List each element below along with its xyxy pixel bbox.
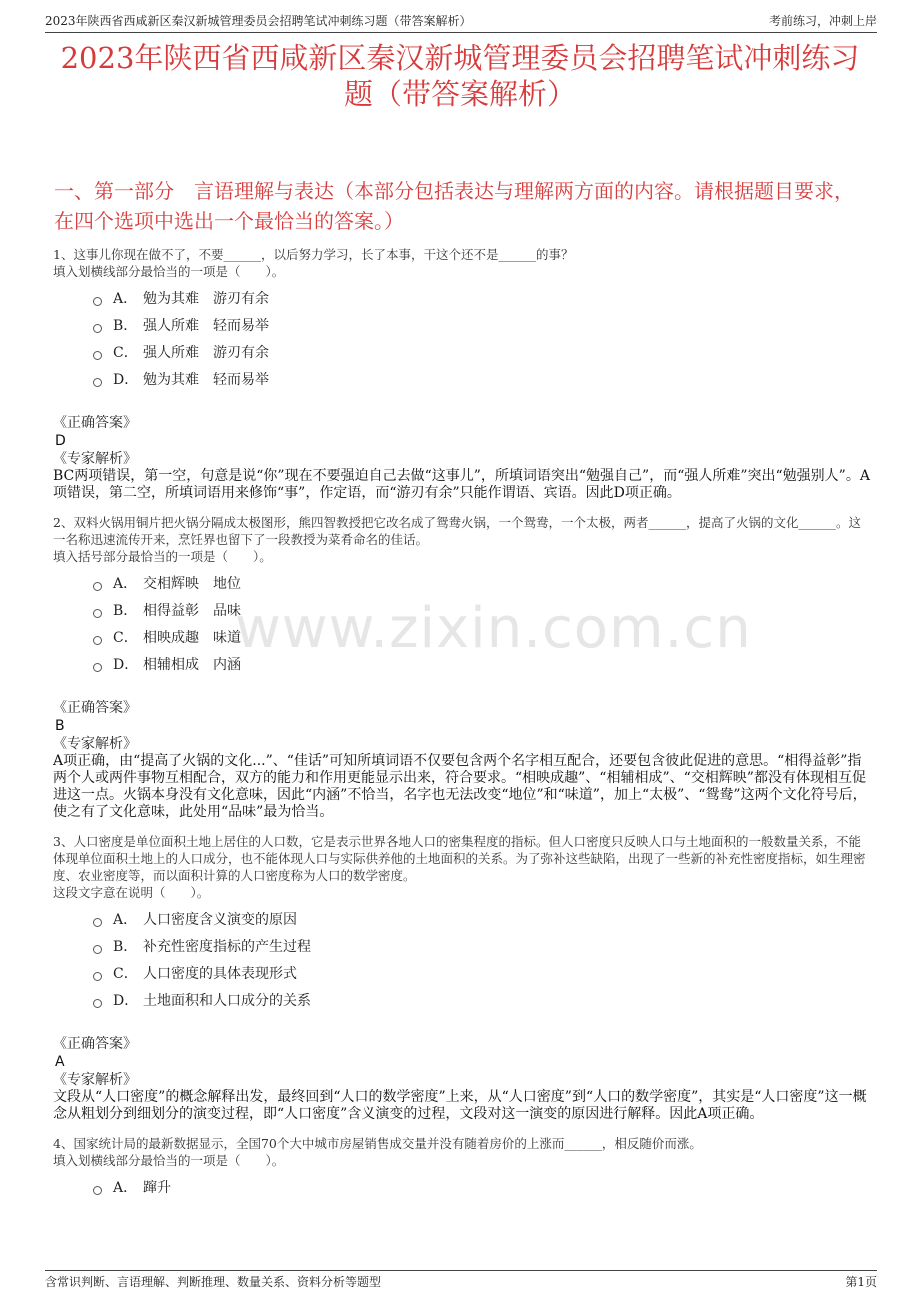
question-block <box>53 833 872 1123</box>
question-block <box>53 514 872 821</box>
section-heading: 一、第一部分 言语理解与表达（本部分包括表达与理解两方面的内容。请根据题目要求，在四个选项中选出一个最恰当的答案。） <box>54 179 854 233</box>
option-d[interactable] <box>53 990 872 1017</box>
option-text: 勉为其难 游刃有余 <box>143 291 269 307</box>
explanation-label: 《专家解析》 <box>53 736 137 752</box>
question-stem: 4、国家统计局的最新数据显示，全国70个大中城市房屋销售成交量并没有随着房价的上涨而______，相反随价而涨。 <box>53 1136 702 1151</box>
option-text: 相映成趣 味道 <box>143 630 241 646</box>
answer-value: B <box>55 718 65 734</box>
option-text: 强人所难 游刃有余 <box>143 345 269 361</box>
question-stem: 3、人口密度是单位面积土地上居住的人口数，它是表示世界各地人口的密集程度的指标。但人口密度只反映人口与土地面积的一般数量关系，不能体现单位面积土地上的人口成分，也不能体现人口与实际供养他的土地面积的关系。为了弥补这些缺陷，出现了一些新的补充性密度指标，如生理密度、农业密度等，而以面积计算的人口密度称为人口的数学密度。 <box>53 834 866 883</box>
answer-label: 《正确答案》 <box>53 700 137 716</box>
radio-icon[interactable] <box>93 636 102 645</box>
option-text: 土地面积和人口成分的关系 <box>143 993 311 1009</box>
footer-note: 含常识判断、言语理解、判断推理、数量关系、资料分析等题型 <box>45 1275 382 1289</box>
option-letter: B． <box>113 603 138 619</box>
option-a[interactable] <box>53 909 872 936</box>
document-title: 2023年陕西省西咸新区秦汉新城管理委员会招聘笔试冲刺练习题（带答案解析） <box>60 41 860 111</box>
option-letter: D． <box>113 657 139 673</box>
option-letter: A． <box>113 912 138 928</box>
explanation-label: 《专家解析》 <box>53 1072 137 1088</box>
option-text: 交相辉映 地位 <box>143 576 241 592</box>
option-text: 人口密度的具体表现形式 <box>143 966 297 982</box>
option-c[interactable] <box>53 627 872 654</box>
watermark: www.zixin.com.cn <box>235 596 752 661</box>
radio-icon[interactable] <box>93 972 102 981</box>
question-prompt: 填入括号部分最恰当的一项是（ ）。 <box>53 549 272 564</box>
header-slogan: 考前练习，冲刺上岸 <box>768 14 877 28</box>
question-block <box>53 246 872 502</box>
answer-value: D <box>55 433 66 449</box>
option-letter: D． <box>113 372 139 388</box>
radio-icon[interactable] <box>93 945 102 954</box>
option-letter: C． <box>113 966 138 982</box>
question-prompt: 填入划横线部分最恰当的一项是（ ）。 <box>53 264 285 279</box>
question-block <box>53 1135 872 1204</box>
question-stem: 1、这事儿你现在做不了，不要______，以后努力学习，长了本事，干这个还不是______的事？ <box>53 247 574 262</box>
option-text: 人口密度含义演变的原因 <box>143 912 297 928</box>
option-letter: D． <box>113 993 139 1009</box>
radio-icon[interactable] <box>93 609 102 618</box>
radio-icon[interactable] <box>93 999 102 1008</box>
option-a[interactable] <box>53 573 872 600</box>
option-letter: A． <box>113 291 138 307</box>
option-c[interactable] <box>53 963 872 990</box>
option-a[interactable] <box>53 1177 872 1204</box>
option-a[interactable] <box>53 288 872 315</box>
answer-label: 《正确答案》 <box>53 1036 137 1052</box>
explanation-text: 文段从“人口密度”的概念解释出发，最终回到“人口的数学密度”上来，从“人口密度”到“人口的数学密度”，其实是“人口密度”这一概念从粗划分到细划分的演变过程，即“人口密度”含义演变的过程，文段对这一演变的原因进行解释。因此A项正确。 <box>53 1089 867 1122</box>
radio-icon[interactable] <box>93 1186 102 1195</box>
option-text: 相得益彰 品味 <box>143 603 241 619</box>
radio-icon[interactable] <box>93 297 102 306</box>
option-text: 蹿升 <box>143 1180 171 1196</box>
option-d[interactable] <box>53 369 872 396</box>
radio-icon[interactable] <box>93 582 102 591</box>
explanation-text: BC两项错误，第一空，句意是说“你”现在不要强迫自己去做“这事儿”，所填词语突出“勉强自己”，而“强人所难”突出“勉强别人”。A项错误，第二空，所填词语用来修饰“事”，作定语，而“游刃有余”只能作谓语、宾语。因此D项正确。 <box>53 468 870 501</box>
header-doc-title: 2023年陕西省西咸新区秦汉新城管理委员会招聘笔试冲刺练习题（带答案解析） <box>45 14 472 28</box>
option-text: 补充性密度指标的产生过程 <box>143 939 311 955</box>
page-number: 第1页 <box>845 1275 877 1289</box>
option-c[interactable] <box>53 342 872 369</box>
option-text: 勉为其难 轻而易举 <box>143 372 269 388</box>
question-prompt: 这段文字意在说明（ ）。 <box>53 885 210 900</box>
option-text: 强人所难 轻而易举 <box>143 318 269 334</box>
radio-icon[interactable] <box>93 351 102 360</box>
option-b[interactable] <box>53 936 872 963</box>
answer-label: 《正确答案》 <box>53 415 137 431</box>
page-header <box>45 10 877 33</box>
option-letter: C． <box>113 345 138 361</box>
option-letter: B． <box>113 939 138 955</box>
option-letter: A． <box>113 1180 138 1196</box>
option-d[interactable] <box>53 654 872 681</box>
explanation-text: A项正确，由“提高了火锅的文化...”、“佳话”可知所填词语不仅要包含两个名字相互配合，还要包含彼此促进的意思。“相得益彰”指两个人或两件事物互相配合，双方的能力和作用更能显示出来，符合要求。“相映成趣”、“相辅相成”、“交相辉映”都没有体现相互促进这一点。火锅本身没有文化意味，因此“内涵”不恰当，名字也无法改变“地位”和“味道”，加上“太极”、“鸳鸯”这两个文化符号后，使之有了文化意味，此处用“品味”最为恰当。 <box>53 753 867 820</box>
page-footer <box>45 1270 877 1293</box>
option-b[interactable] <box>53 600 872 627</box>
option-text: 相辅相成 内涵 <box>143 657 241 673</box>
question-list <box>53 246 872 1204</box>
option-letter: B． <box>113 318 138 334</box>
question-stem: 2、双料火锅用铜片把火锅分隔成太极图形，熊四智教授把它改名成了鸳鸯火锅，一个鸳鸯，一个太极，两者______，提高了火锅的文化______。这一名称迅速流传开来，烹饪界也留下了一段教授为菜肴命名的佳话。 <box>53 515 861 547</box>
radio-icon[interactable] <box>93 918 102 927</box>
radio-icon[interactable] <box>93 324 102 333</box>
question-prompt: 填入划横线部分最恰当的一项是（ ）。 <box>53 1153 285 1168</box>
radio-icon[interactable] <box>93 378 102 387</box>
radio-icon[interactable] <box>93 663 102 672</box>
option-letter: A． <box>113 576 138 592</box>
explanation-label: 《专家解析》 <box>53 451 137 467</box>
option-letter: C． <box>113 630 138 646</box>
option-b[interactable] <box>53 315 872 342</box>
answer-value: A <box>55 1054 65 1070</box>
